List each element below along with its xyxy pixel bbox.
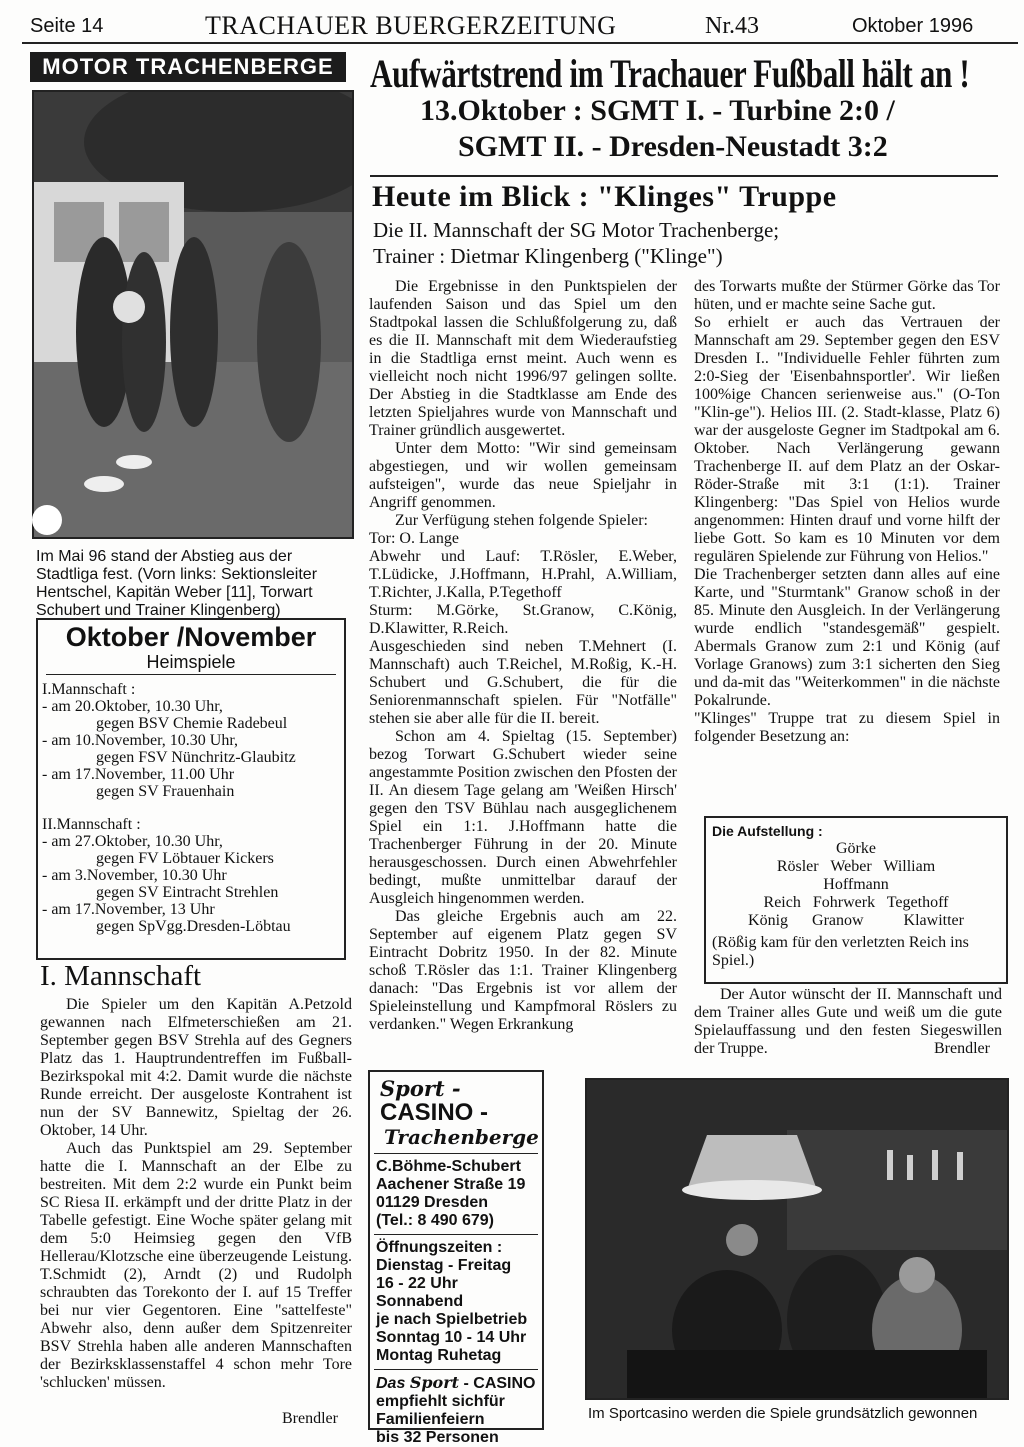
lineup-sweeper: Hoffmann (823, 876, 889, 893)
issue-number: Nr.43 (705, 13, 759, 39)
casino-photo-illustration (587, 1080, 1007, 1398)
result-line-1: 13.Oktober : SGMT I. - Turbine 2:0 / (420, 94, 895, 127)
header-rule (22, 42, 1018, 44)
ad-hours: je nach Spielbetrieb (376, 1311, 528, 1328)
ad-promo: Familienfeiern (376, 1411, 485, 1428)
ad-casino: CASINO - (380, 1099, 488, 1126)
article-body: Die Spieler um den Kapitän A.Petzold gewannen nach Elfmeterschießen am 21. September gegen BSV Strehla auf des Gegners Platz das 1. Hauptrundentreffen im Fußball-Bezirkspokal mit 4:2. Damit wurde die nächste Runde erreicht. Der ausgeloste Kontrahent ist nun der SV Bannewitz, Spieltag der 26. Oktober, 14 Uhr. Auch das Punktspiel am 29. September hatte die I. Mannschaft an der Elbe zu bestreiten. Mit dem 2:2 wurde ein Punkt beim SC Riesa II. erkämpft und der dritte Platz in der Tabelle gefestigt. Eine Woche später gelang mit dem 5:0 Heimsieg gegen den VfB Hellerau/Klotzsche eine überzeugende Leistung. T.Schmidt (2), Arndt (2) und Rudolph schraubten das Torekonto der I. auf 15 Treffer bei nur vier Gegentoren. Eine "sattelfeste" Abwehr also, denn außer dem Spitzenreiter BSV Strehla haben alle anderen Mannschaften der Bezirksklassenstaffel 4 schon mehr Tore 'schlucken' müssen. (40, 996, 352, 1391)
schedule-game: - am 20.Oktober, 10.30 Uhr, gegen BSV Chemie Radebeul (42, 698, 288, 732)
lineup-midfield: Reich Fohrwerk Tegethoff (763, 894, 949, 911)
team1-label: I.Mannschaft : (42, 681, 136, 698)
focus-line-2: Trainer : Dietmar Klingenberg ("Klinge") (373, 244, 723, 268)
ad-hours-title: Öffnungszeiten : (376, 1239, 503, 1256)
ad-hours: Sonntag 10 - 14 Uhr (376, 1329, 527, 1346)
result-line-2: SGMT II. - Dresden-Neustadt 3:2 (458, 130, 888, 163)
ad-hours: Montag Ruhetag (376, 1347, 502, 1364)
schedule-box (36, 618, 346, 960)
headline-rule (370, 175, 998, 177)
article-column-2: des Torwarts mußte der Stürmer Görke das Tor hüten, und er machte seine Sache gut. So erhielt er auch das Vertrauen der Mannschaft am 29. September gegen den ESV Dresden I.. "Individuelle Fehler führten zum 2:0-Sieg der 'Eisenbahnsportler'. Wir ließen 100%ige Chancen serienweise aus." (O-Ton "Klin-ge"). Helios III. (2. Stadt-klasse, Platz 6) war der ausgeloste Gegner im Stadtpokal am 6. Oktober. Nach Verlängerung gewann Trachenberge II. auf dem Platz an der Oskar-Röder-Straße mit 3:1 (1:1). Trainer Klingenberg: "Das Spiel von Helios wurde angenommen: Hinten drauf und vorne hilft der liebe Gott. So kam es 10 Minuten vor dem regulären Spielende zur Führung von Helios." Die Trachenberger setzten dann alles auf eine Karte, und "Sturmtank" Granow schoß in der 85. Minute den Ausgleich. In der Verlängerung wurde endlich "standesgemäß" gespielt. Abermals Granow zum 2:1 und König (auf Vorlage Granows) zum 3:1 sicherten den Sieg und da-mit das "Weiterkommen" in die nächste Pokalrunde. "Klinges" Truppe trat zu diesem Spiel in folgender Besetzung an: (694, 278, 1000, 745)
ad-hours: 16 - 22 Uhr (376, 1275, 458, 1292)
ad-script-sport: Sport - (380, 1076, 461, 1101)
lineup-defense: Rösler Weber William (776, 858, 936, 875)
author-main: Brendler (934, 1040, 990, 1057)
team-photo (32, 90, 354, 539)
team-photo-illustration (34, 92, 352, 537)
ad-street: Aachener Straße 19 (376, 1176, 526, 1193)
casino-caption: Im Sportcasino werden die Spiele grundsätzlich gewonnen (588, 1405, 978, 1422)
lineup-box (704, 816, 1008, 984)
ad-owner: C.Böhme-Schubert (376, 1158, 521, 1175)
ad-promo: empfiehlt sichfür (376, 1393, 505, 1410)
ad-promo: Das Sport - CASINO (376, 1373, 536, 1392)
schedule-title: Oktober /November (65, 622, 317, 652)
schedule-game: - am 10.November, 10.30 Uhr, gegen FSV Nünchritz-Glaubitz (42, 732, 296, 766)
headline: Aufwärtstrend im Trachauer Fußball hält an ! (370, 51, 970, 96)
focus-title: Heute im Blick : "Klinges" Truppe (372, 180, 837, 213)
schedule-game: - am 17.November, 11.00 Uhr gegen SV Frauenhain (42, 766, 235, 800)
author: Brendler (282, 1410, 338, 1427)
article-title: I. Mannschaft (40, 960, 202, 992)
lineup-note: (Rößig kam für den verletzten Reich ins Spiel.) (712, 934, 969, 969)
focus-line-1: Die II. Mannschaft der SG Motor Trachenberge; (373, 218, 780, 242)
schedule-game: - am 17.November, 13 Uhr gegen SpVgg.Dresden-Löbtau (42, 901, 291, 935)
lineup-title: Die Aufstellung : (712, 823, 823, 839)
ad-script-trachenberge: Trachenberge (374, 1125, 538, 1154)
article-column-1: Die Ergebnisse in den Punktspielen der laufenden Saison und das Spiel um den Stadtpokal lassen die Schlußfolgerung zu, daß es die II. Mannschaft mit dem Wiederaufstieg in die Stadtliga ernst meint. Auch wenn es vielleicht noch nicht 1996/97 gelingen sollte. Der Abstieg in die Stadtklasse am Ende des letzten Spieljahres wurde von Mannschaft und Trainer gründlich ausgewertet. Unter dem Motto: "Wir sind gemeinsam abgestiegen, und wir wollen gemeinsam aufsteigen", wurde das neue Spieljahr in Angriff genommen. Zur Verfügung stehen folgende Spieler: Tor: O. Lange Abwehr und Lauf: T.Rösler, E.Weber, T.Lüdicke, J.Hoffmann, H.Prahl, A.William, T.Richter, J.Kalla, P.Tegethoff Sturm: M.Görke, St.Granow, C.König, D.Klawitter, R.Reich. Ausgeschieden sind neben T.Mehnert (I. Mannschaft) auch T.Reichel, M.Roßig, K.-H. Schubert und G.Schubert, die für die Seniorenmannschaft spielen. Für "Notfälle" stehen sie aber alle für die II. bereit. Schon am 4. Spieltag (15. September) bezog Torwart G.Schubert wieder seine angestammte Position zwischen den Pfosten der II. An diesem Tage gelang am 'Weißen Hirsch' gegen den TSV Bühlau nach ausgeglichenem Spiel ein 1:1. J.Hoffmann hatte die Trachenberger Führung in der 20. Minute herausgeschossen. Durch einen Abwehrfehler bedingt, mußte unmittelbar darauf der Ausgleich hingenommen werden. Das gleiche Ergebnis auch am 22. September auf eigenem Platz gegen SV Eintracht Dobritz 1950. In der 82. Minute schoß T.Rösler das 1:1. Trainer Klingenberg danach: "Das Ergebnis ist vor allem der Spieleinstellung und Kampfmoral Röslers zu verdanken." Wegen Erkrankung (369, 278, 677, 1033)
ad-hours: Dienstag - Freitag (376, 1257, 512, 1274)
lineup-attack: König Granow Klawitter (748, 912, 964, 929)
ad-promo: bis 32 Personen (376, 1429, 499, 1446)
casino-ad (368, 1070, 544, 1446)
casino-photo (585, 1078, 1009, 1400)
schedule-game: - am 3.November, 10.30 Uhr gegen SV Eintracht Strehlen (42, 867, 279, 901)
photo-caption: Im Mai 96 stand der Abstieg aus der Stadtliga fest. (Vorn links: Sektionsleiter Hentschel, Kapitän Weber [11], Torwart Schubert und Trainer Klingenberg) (36, 548, 318, 619)
page-number: Seite 14 (30, 15, 104, 37)
team2-label: II.Mannschaft : (42, 816, 141, 833)
ad-hours: Sonnabend (376, 1293, 464, 1310)
schedule-subtitle: Heimspiele (46, 652, 336, 675)
section-label: MOTOR TRACHENBERGE (30, 52, 346, 82)
lineup-goalkeeper: Görke (836, 840, 876, 857)
ad-phone: (Tel.: 8 490 679) (376, 1212, 494, 1229)
schedule-game: - am 27.Oktober, 10.30 Uhr, gegen FV Löbtauer Kickers (42, 833, 274, 867)
issue-date: Oktober 1996 (852, 15, 974, 37)
punch-hole (32, 505, 62, 535)
paper-title: TRACHAUER BUERGERZEITUNG (205, 11, 617, 40)
ad-city: 01129 Dresden (376, 1194, 489, 1211)
closing-paragraph: Der Autor wünscht der II. Mannschaft und dem Trainer alles Gute und weiß um die gute Spielauffassung und den festen Siegeswillen der Truppe. (694, 986, 1002, 1057)
